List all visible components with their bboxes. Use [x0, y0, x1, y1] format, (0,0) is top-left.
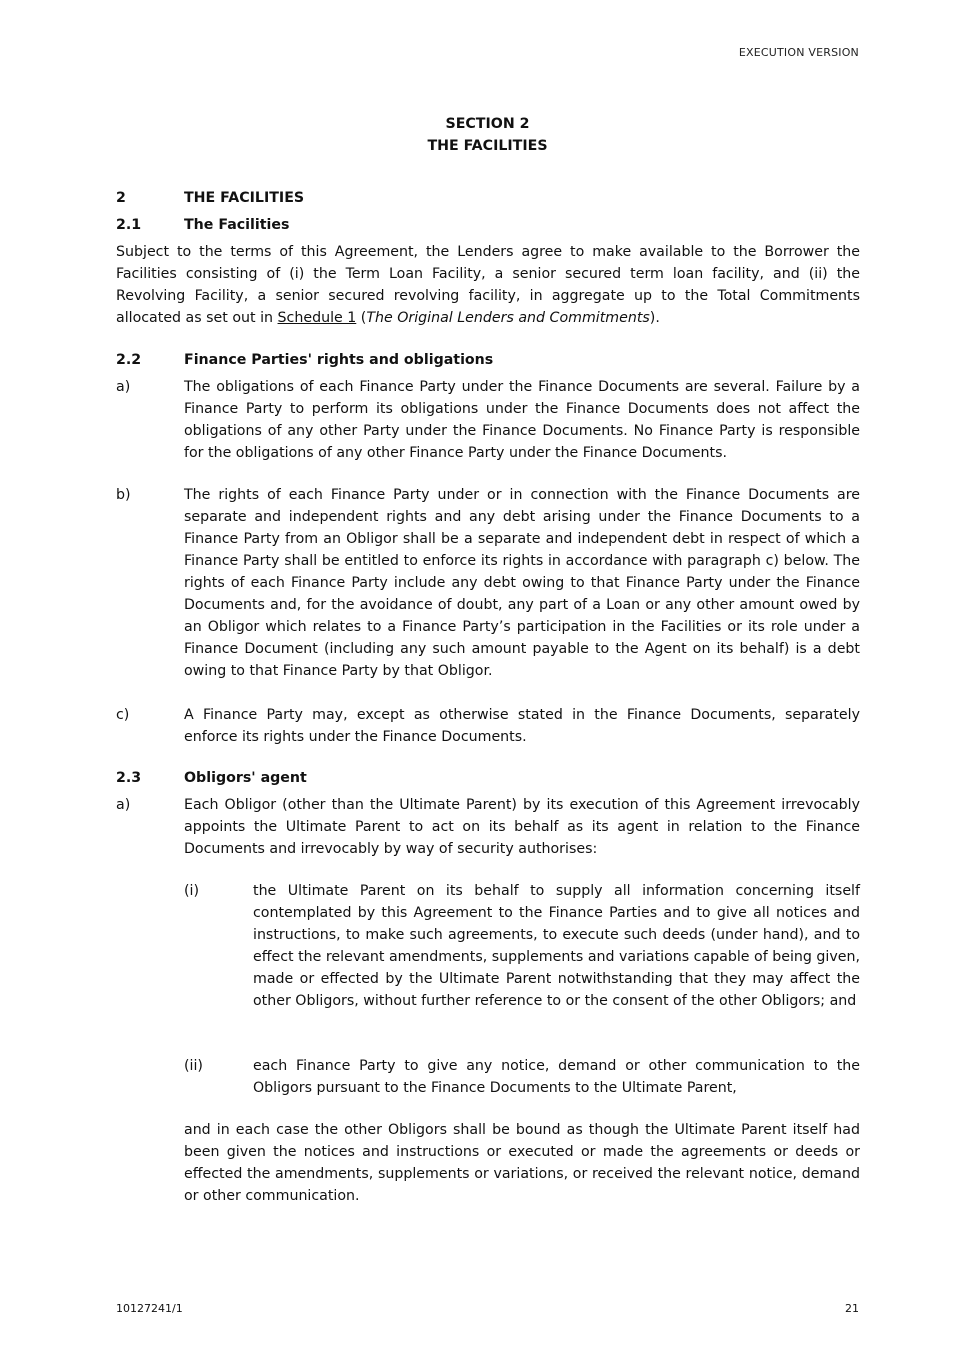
- section-number-heading: SECTION 2: [445, 116, 530, 132]
- subitem-label: (ii): [184, 1058, 203, 1074]
- subitem-label: (i): [184, 883, 200, 899]
- item-label: b): [116, 487, 131, 503]
- schedule-1-link[interactable]: Schedule 1: [277, 310, 357, 326]
- subitem-text: the Ultimate Parent on its behalf to supply all information concerning itself contemplated by this Agreement to the Finance Parties and to give all notices and instructions, to make such agreements, to execute such deeds (under hand), and to effect the relevant amendments, supplements and variations capable of being given, made or effected by the Ultimate Parent notwithstanding that they may affect the other Obligors, without further reference to or the consent of the other Obligors; and: [253, 883, 860, 1009]
- execution-version-label: EXECUTION VERSION: [738, 46, 859, 59]
- clause-2-heading: [116, 187, 304, 209]
- clause-2-3-subitem-i: [184, 880, 860, 1012]
- document-reference: 10127241/1: [116, 1302, 183, 1315]
- clause-2-3-subitem-ii: [184, 1055, 860, 1099]
- item-label: c): [116, 707, 130, 723]
- clause-2-2-heading: [116, 349, 493, 371]
- clause-number: 2.1: [116, 217, 142, 233]
- clause-2-1-heading: [116, 214, 289, 236]
- clause-title: THE FACILITIES: [184, 190, 305, 206]
- clause-title: Finance Parties' rights and obligations: [184, 352, 494, 368]
- item-text: Each Obligor (other than the Ultimate Parent) by its execution of this Agreement irrevocably appoints the Ultimate Parent to act on its behalf as its agent in relation to the Finance Documents and irrevocably by way of security authorises:: [184, 797, 860, 857]
- paren-close: ).: [649, 310, 660, 326]
- page-number: 21: [845, 1302, 859, 1315]
- clause-2-2-item-a: [116, 376, 860, 464]
- item-text: The rights of each Finance Party under or in connection with the Finance Documents are separate and independent rights and any debt arising under the Finance Documents to a Finance Party from an Obligor shall be a separate and independent debt in respect of which a Finance Party shall be entitled to enforce its rights in accordance with paragraph c) below. The rights of each Finance Party include any debt owing to that Finance Party under the Finance Documents and, for the avoidance of doubt, any part of a Loan or any other amount owed by an Obligor which relates to a Finance Party’s participation in the Facilities or its role under a Finance Document (including any such amount payable to the Agent on its behalf) is a debt owing to that Finance Party by that Obligor.: [184, 487, 860, 679]
- item-label: a): [116, 797, 131, 813]
- clause-2-1-paragraph: [116, 241, 860, 329]
- clause-2-3-closing-paragraph: and in each case the other Obligors shall be bound as though the Ultimate Parent itself had been given the notices and instructions or executed or made the agreements or deeds or effected the amendments, supplements or variations, or received the relevant notice, demand or other communication.: [184, 1122, 860, 1204]
- schedule-title-italic: The Original Lenders and Commitments: [366, 310, 650, 326]
- clause-2-3-item-a: [116, 794, 860, 860]
- clause-title: Obligors' agent: [184, 770, 307, 786]
- clause-title: The Facilities: [184, 217, 290, 233]
- clause-2-2-item-c: [116, 704, 860, 748]
- subitem-text: each Finance Party to give any notice, demand or other communication to the Obligors pursuant to the Finance Documents to the Ultimate Parent,: [253, 1058, 860, 1096]
- clause-2-2-item-b: [116, 484, 860, 682]
- section-title-heading: THE FACILITIES: [427, 138, 548, 154]
- paren-open: (: [356, 310, 367, 326]
- clause-number: 2: [116, 190, 126, 206]
- clause-2-3-heading: [116, 767, 307, 789]
- item-text: The obligations of each Finance Party under the Finance Documents are several. Failure by a Finance Party to perform its obligations under the Finance Documents does not affect the obligations of any other Party under the Finance Documents. No Finance Party is responsible for the obligations of any other Finance Party under the Finance Documents.: [184, 379, 860, 461]
- item-text: A Finance Party may, except as otherwise stated in the Finance Documents, separately enforce its rights under the Finance Documents.: [184, 707, 860, 745]
- clause-number: 2.2: [116, 352, 142, 368]
- clause-number: 2.3: [116, 770, 142, 786]
- paragraph-text: Subject to the terms of this Agreement, the Lenders agree to make available to the Borrower the Facilities consisting of (i) the Term Loan Facility, a senior secured term loan facility, and (ii) the Revolving Facility, a senior secured revolving facility, in aggregate up to the Total Commitments allocated as set out in: [116, 244, 860, 326]
- item-label: a): [116, 379, 131, 395]
